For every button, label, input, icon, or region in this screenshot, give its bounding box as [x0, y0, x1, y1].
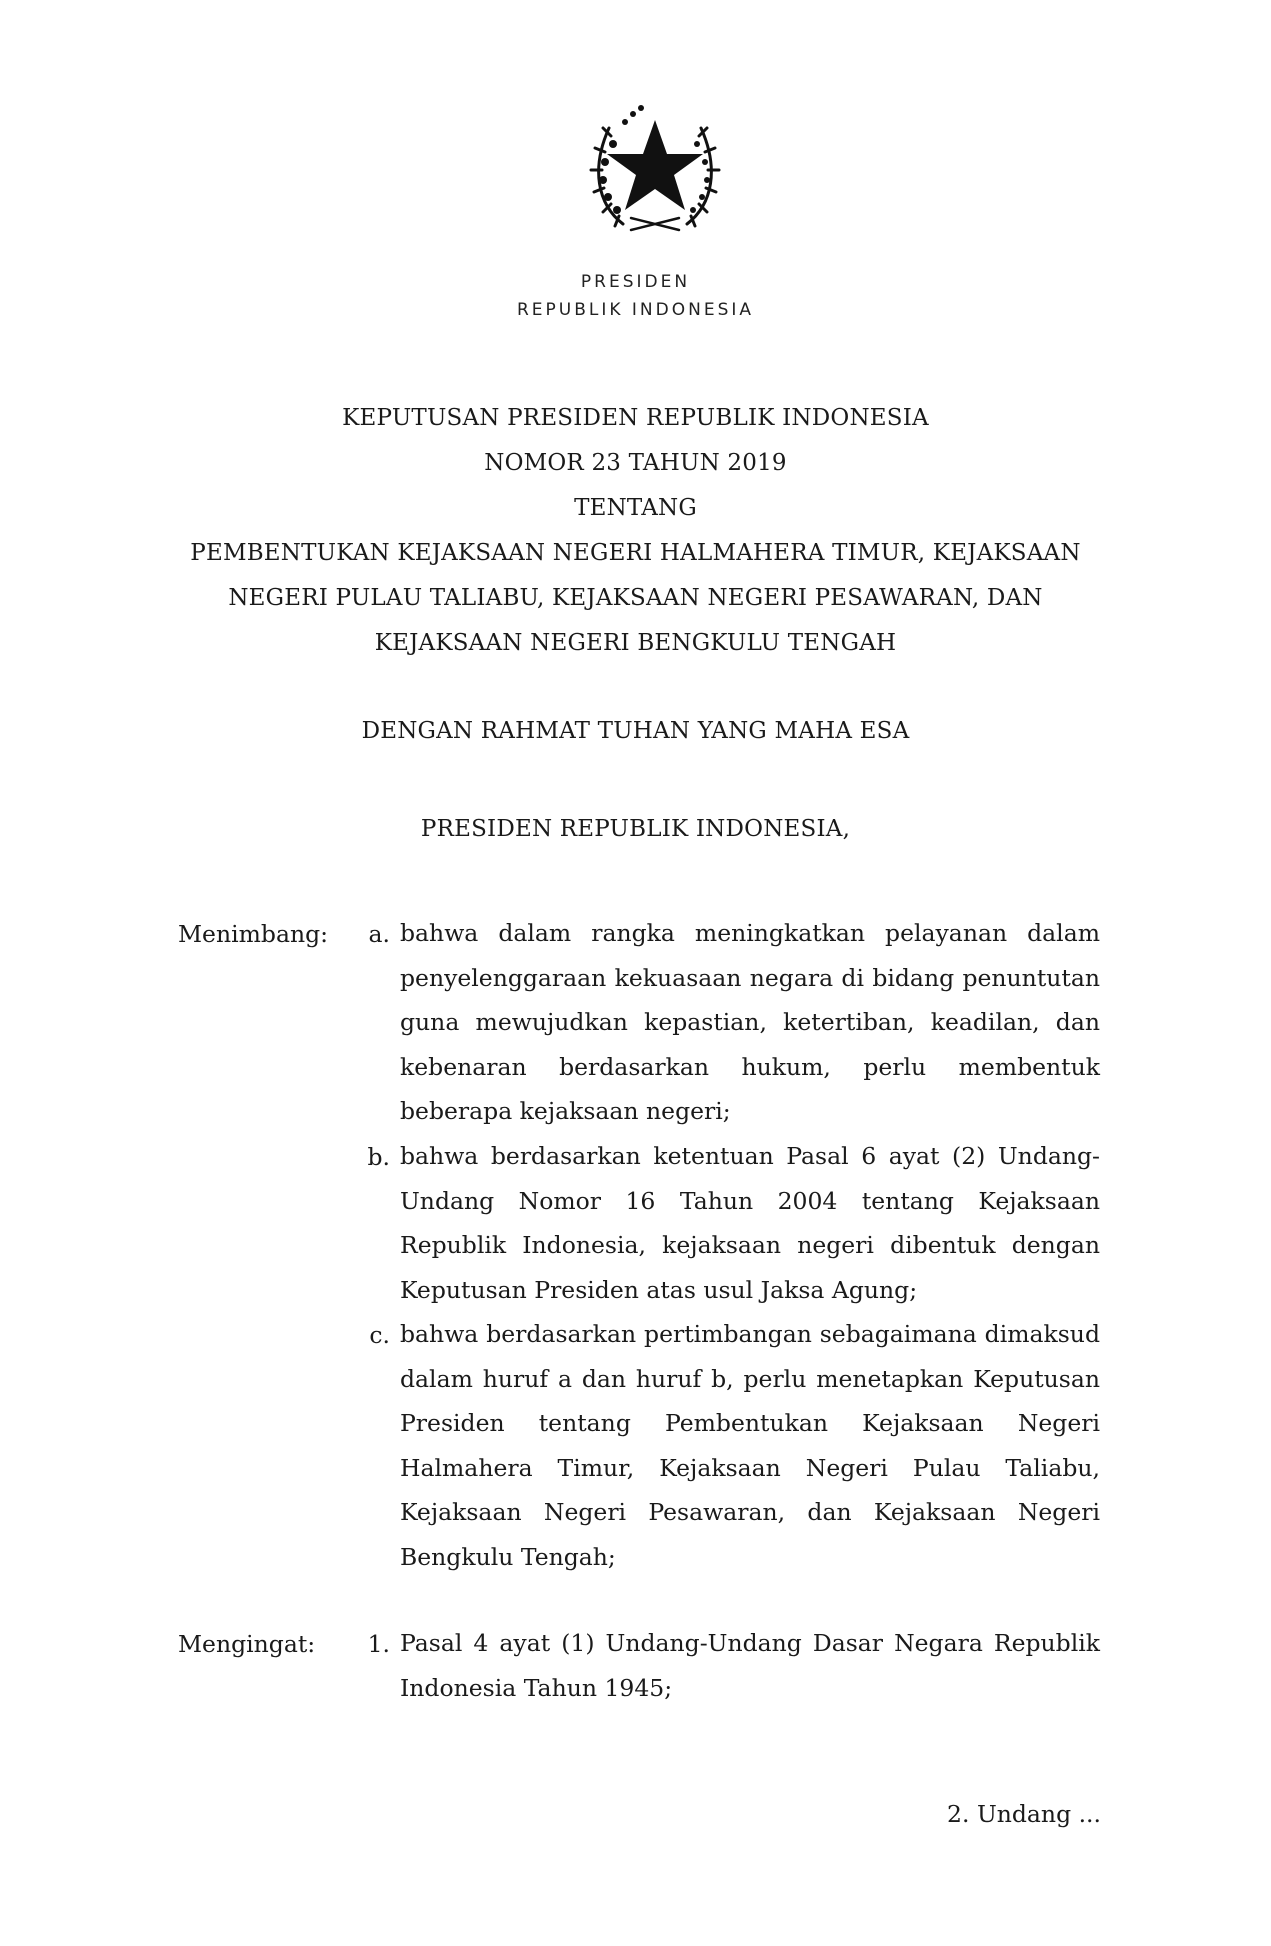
menimbang-item: bahwa berdasarkan pertimbangan sebagaimana dimaksud dalam huruf a dan huruf b, perlu menetapkan Keputusan Presiden tentang Pembentukan Kejaksaan Negeri Halmahera Timur, Kejaksaan Negeri Pulau Taliabu, Kejaksaan Negeri Pesawaran, dan Kejaksaan Negeri Bengkulu Tengah; — [400, 1320, 1100, 1571]
decree-subject-line: KEJAKSAAN NEGERI BENGKULU TENGAH — [374, 630, 897, 656]
continuation-footer: 2. Undang ... — [947, 1800, 1101, 1828]
mengingat-label: Mengingat: — [178, 1630, 316, 1658]
menimbang-item: bahwa dalam rangka meningkatkan pelayanan dalam penyelenggaraan kekuasaan negara di bidang penuntutan guna mewujudkan kepastian, ketertiban, keadilan, dan kebenaran berdasarkan hukum, perlu membentuk beberapa kejaksaan negeri; — [400, 919, 1100, 1125]
mengingat-item: Pasal 4 ayat (1) Undang-Undang Dasar Negara Republik Indonesia Tahun 1945; — [400, 1629, 1100, 1702]
decree-subject-line: NEGERI PULAU TALIABU, KEJAKSAAN NEGERI PESAWARAN, DAN — [228, 585, 1043, 611]
decree-title: KEPUTUSAN PRESIDEN REPUBLIK INDONESIA — [342, 405, 929, 431]
invocation: DENGAN RAHMAT TUHAN YANG MAHA ESA — [361, 718, 910, 744]
decree-tentang: TENTANG — [574, 495, 697, 521]
menimbang-item: bahwa berdasarkan ketentuan Pasal 6 ayat (2) Undang-Undang Nomor 16 Tahun 2004 tentang Kejaksaan Republik Indonesia, kejaksaan negeri dibentuk dengan Keputusan Presiden atas usul Jaksa Agung; — [400, 1142, 1100, 1304]
garuda-star-emblem-icon — [575, 92, 735, 242]
header-title: PRESIDEN — [580, 272, 691, 292]
menimbang-label: Menimbang: — [178, 920, 329, 948]
header-subtitle: REPUBLIK INDONESIA — [516, 300, 755, 320]
item-marker: c. — [369, 1321, 390, 1349]
decree-number: NOMOR 23 TAHUN 2019 — [484, 450, 787, 476]
authority-line: PRESIDEN REPUBLIK INDONESIA, — [420, 816, 851, 842]
item-marker: 1. — [367, 1630, 390, 1658]
item-marker: a. — [368, 920, 390, 948]
decree-subject-line: PEMBENTUKAN KEJAKSAAN NEGERI HALMAHERA TIMUR, KEJAKSAAN — [190, 540, 1081, 566]
item-marker: b. — [367, 1143, 390, 1171]
